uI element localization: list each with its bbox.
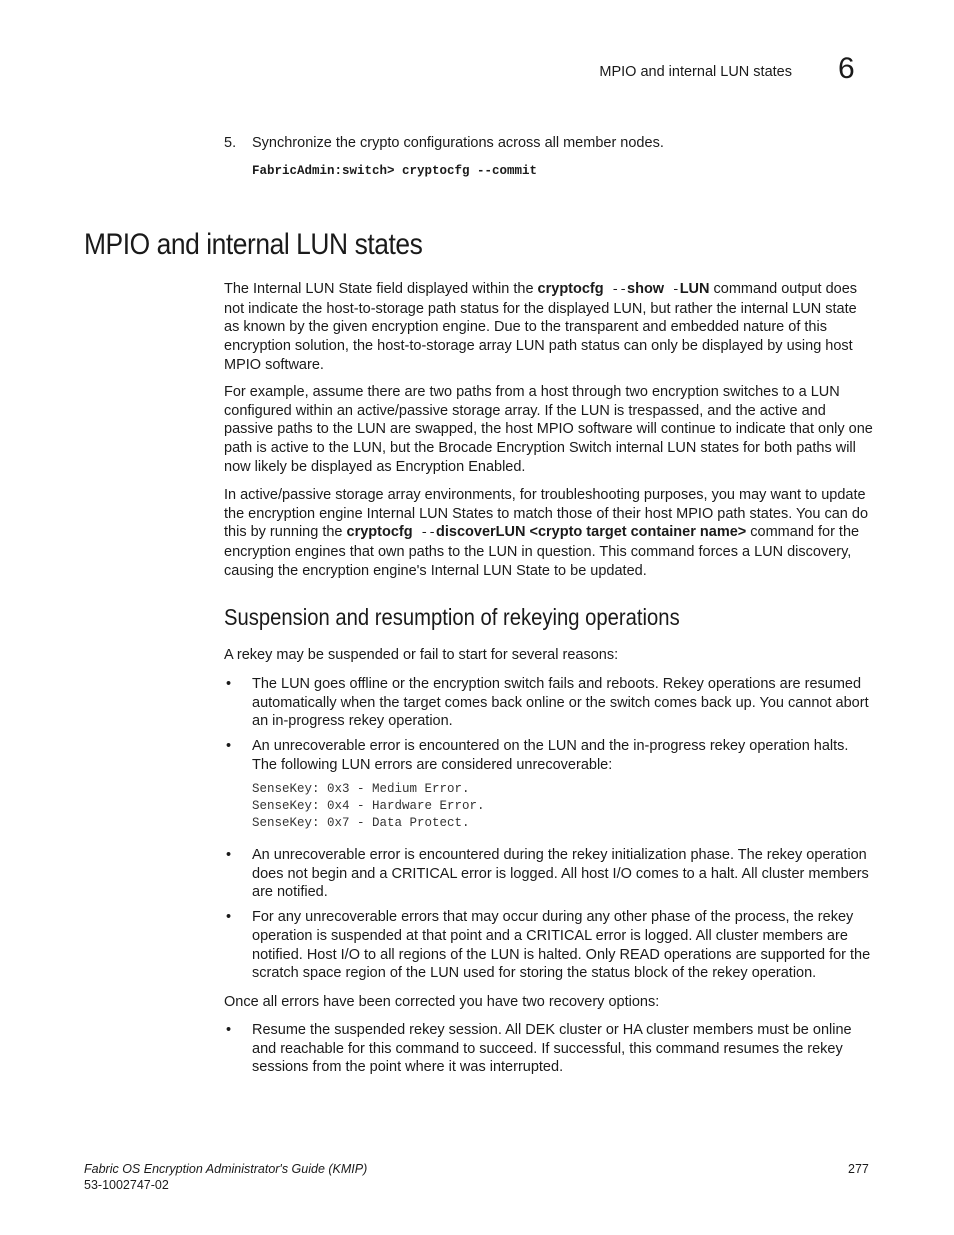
cmd-discoverlun: discoverLUN <crypto target container name> (436, 524, 747, 541)
running-header-title: MPIO and internal LUN states (599, 64, 792, 80)
step-text: Synchronize the crypto configurations across all member nodes. (252, 135, 664, 151)
text-run: command output does not indicate the host-to-storage path status for the displayed LUN, but rather the internal LUN state as known by the given encryption engine. Due to the transparent and embedded nature of this encryption solution, the host-to-storage array LUN path status can only be displayed by using host MPIO software. (224, 281, 858, 373)
code-line: SenseKey: 0x7 - Data Protect. (252, 815, 470, 830)
subsection-heading: Suspension and resumption of rekeying operations (224, 604, 680, 630)
recovery-intro: Once all errors have been corrected you have two recovery options: (224, 994, 660, 1010)
sense-key-block (252, 781, 485, 831)
list-item (224, 675, 874, 731)
list-item-text: An unrecoverable error is encountered on the LUN and the in-progress rekey operation halts. The following LUN errors are considered unrecoverable: (252, 738, 849, 773)
list-item (224, 1021, 874, 1077)
chapter-number: 6 (838, 52, 855, 85)
cmd-cryptocfg: cryptocfg (537, 281, 604, 297)
reasons-list-continued (224, 846, 874, 989)
list-item (224, 846, 874, 902)
example-paragraph: For example, assume there are two paths from a host through two encryption switches to a LUN configured within an active/passive storage array. If the LUN is trespassed, and the active and passive paths to the LUN are swapped, the host MPIO software will continue to indicate that only one path is active to the LUN, but the Brocade Encryption Switch internal LUN states for both paths will now likely be displayed as Encryption Enabled. (224, 384, 873, 475)
recovery-options-list (224, 1021, 874, 1083)
cmd-lun: LUN (679, 281, 710, 297)
troubleshooting-paragraph (224, 486, 874, 581)
bullet-icon: • (226, 909, 232, 926)
cmd-show: show (627, 281, 665, 297)
cmd-cryptocfg: cryptocfg (346, 524, 413, 541)
code-line: SenseKey: 0x3 - Medium Error. (252, 782, 470, 796)
reasons-list (224, 675, 874, 781)
bullet-icon: • (226, 676, 232, 692)
cmd-dash: -- (412, 525, 437, 541)
cmd-dash: -- (603, 282, 628, 297)
list-item-text: Resume the suspended rekey session. All DEK cluster or HA cluster members must be online and reachable for this command to succeed. If successful, this command resumes the rekey sessions from the point where it was interrupted. (252, 1022, 852, 1076)
text-run: In active/passive storage array environments, for troubleshooting purposes, you may want to update the encryption engine Internal LUN States to match those of their host MPIO path states. You can do this by running the (224, 487, 869, 541)
step-number: 5. (224, 135, 237, 151)
code-line: SenseKey: 0x4 - Hardware Error. (252, 798, 485, 813)
rekey-intro: A rekey may be suspended or fail to start for several reasons: (224, 647, 619, 663)
footer-doc-number: 53-1002747-02 (84, 1178, 169, 1192)
bullet-icon: • (226, 847, 232, 863)
list-item (224, 737, 874, 774)
intro-paragraph (224, 280, 874, 375)
bullet-icon: • (226, 1022, 232, 1038)
cmd-dash: - (664, 282, 680, 297)
footer-doc-title: Fabric OS Encryption Administrator's Guide (KMIP) (84, 1162, 368, 1176)
page-number: 277 (848, 1162, 869, 1176)
list-item-text: For any unrecoverable errors that may occur during any other phase of the process, the rekey operation is suspended at that point and a CRITICAL error is logged. All cluster members are notified. Host I/O to all regions of the LUN is halted. Only READ operations are supported for the scratch space region of the LUN used for storing the status block of the rekey operation. (252, 909, 871, 982)
text-run: The Internal LUN State field displayed within the (224, 281, 538, 297)
list-item (224, 908, 874, 983)
commit-command: FabricAdmin:switch> cryptocfg --commit (252, 164, 538, 178)
list-item-text: The LUN goes offline or the encryption switch fails and reboots. Rekey operations are resumed automatically when the target comes back online or the switch comes back up. You cannot abort an in-progress rekey operation. (252, 676, 869, 730)
list-item-text: An unrecoverable error is encountered during the rekey initialization phase. The rekey operation does not begin and a CRITICAL error is logged. All host I/O comes to a halt. All cluster members are notified. (252, 847, 869, 901)
section-heading: MPIO and internal LUN states (84, 228, 423, 261)
bullet-icon: • (226, 738, 232, 755)
text-run: command for the encryption engines that own paths to the LUN in question. This command forces a LUN discovery, causing the encryption engine's Internal LUN State to be updated. (224, 524, 860, 579)
